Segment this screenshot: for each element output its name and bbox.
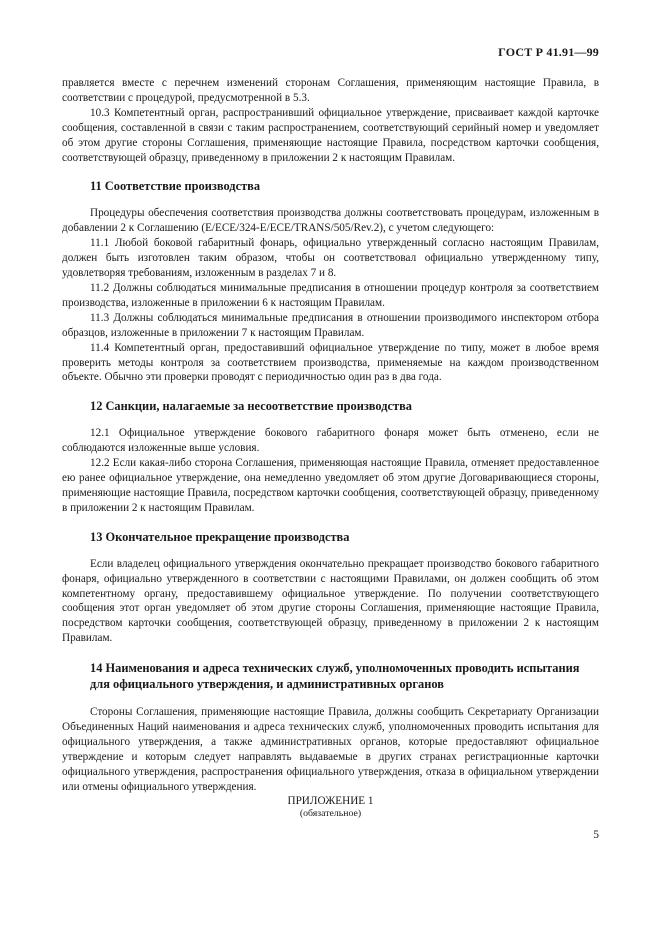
- paragraph-11-2: 11.2 Должны соблюдаться минимальные предписания в отношении процедур контроля за соответствием производства, изложенные в приложении 6 к настоящим Правилам.: [62, 281, 599, 309]
- paragraph-11-4: 11.4 Компетентный орган, предоставивший официальное утверждение по типу, может в любое время проверить методы контроля за соответствием производства, применяемые на каждом производственном объекте. Обычно эти проверки проводят с периодичностью один раз в два года.: [62, 341, 599, 384]
- section-11-heading: 11 Соответствие производства: [90, 179, 261, 194]
- paragraph: Если владелец официального утверждения окончательно прекращает производство бокового габаритного фонаря, официально утвержденного в соответствии с настоящими Правилами, он должен сообщить об этом компетентному органу, предоставившему официальное утверждение. По получении соответствующего сообщения этот орган уведомляет об этом другие стороны Соглашения, применяющие настоящие Правила, посредством карточки сообщения, соответствующей образцу, приведенному в приложении 2 к настоящим Правилам.: [62, 557, 599, 645]
- paragraph-11-1: 11.1 Любой боковой габаритный фонарь, официально утвержденный согласно настоящим Правилам, должен быть изготовлен таким образом, чтобы он соответствовал официально утвержденному типу, удовлетворяя требованиям, изложенным в разделах 7 и 8.: [62, 237, 599, 280]
- document-code: ГОСТ Р 41.91—99: [498, 45, 599, 59]
- section-12-heading: 12 Санкции, налагаемые за несоответствие производства: [90, 399, 412, 414]
- page-body: [62, 76, 599, 820]
- paragraph-12-2: 12.2 Если какая-либо сторона Соглашения, применяющая настоящие Правила, отменяет предоставленное ею ранее официальное утверждение, она немедленно уведомляет об этом другие Договаривающиеся стороны, применяющие настоящие Правила, посредством карточки сообщения, соответствующей образцу, приведенному в приложении 2 к настоящим Правилам.: [62, 457, 599, 514]
- appendix-subtitle: (обязательное): [299, 807, 362, 819]
- section-13-heading: 13 Окончательное прекращение производства: [90, 529, 350, 544]
- paragraph-11-3: 11.3 Должны соблюдаться минимальные предписания в отношении производимого инспектором отбора образцов, изложенные в приложении 7 к настоящим Правилам.: [62, 311, 599, 339]
- paragraph-10-3: 10.3 Компетентный орган, распространивший официальное утверждение, присваивает каждой карточке сообщения, составленной в связи с таким распространением, соответствующий серийный номер и уведомляет об этом другие стороны Соглашения, применяющие настоящие Правила, посредством карточки сообщения, соответствующей образцу, приведенному в приложении 2 к настоящим Правилам.: [62, 106, 599, 164]
- paragraph: правляется вместе с перечнем изменений сторонам Соглашения, применяющим настоящие Правила, в соответствии с процедурой, предусмотренной в 5.3.: [62, 77, 599, 104]
- appendix-title: ПРИЛОЖЕНИЕ 1: [287, 794, 374, 807]
- paragraph: Процедуры обеспечения соответствия производства должны соответствовать процедурам, изложенным в добавлении 2 к Соглашению (E/ECE/324-E/ECE/TRANS/505/Rev.2), с учетом следующего:: [62, 207, 599, 235]
- section-14-heading: 14 Наименования и адреса технических служб, уполномоченных проводить испытания для официального утверждения, и административных органов: [90, 661, 580, 692]
- paragraph-12-1: 12.1 Официальное утверждение бокового габаритного фонаря может быть отменено, если не соблюдаются изложенные выше условия.: [62, 427, 599, 455]
- page-number: 5: [593, 829, 599, 841]
- paragraph: Стороны Соглашения, применяющие настоящие Правила, должны сообщить Секретариату Организации Объединенных Наций наименования и адреса технических служб, уполномоченных проводить испытания для официального утверждения, а также административных органов, которые предоставляют официальное утверждение и которым следует направлять выдаваемые в других странах регистрационные карточки официального утверждения, распространения официального утверждения, отказа в официальном утверждении или отмены официального утверждения.: [62, 706, 599, 793]
